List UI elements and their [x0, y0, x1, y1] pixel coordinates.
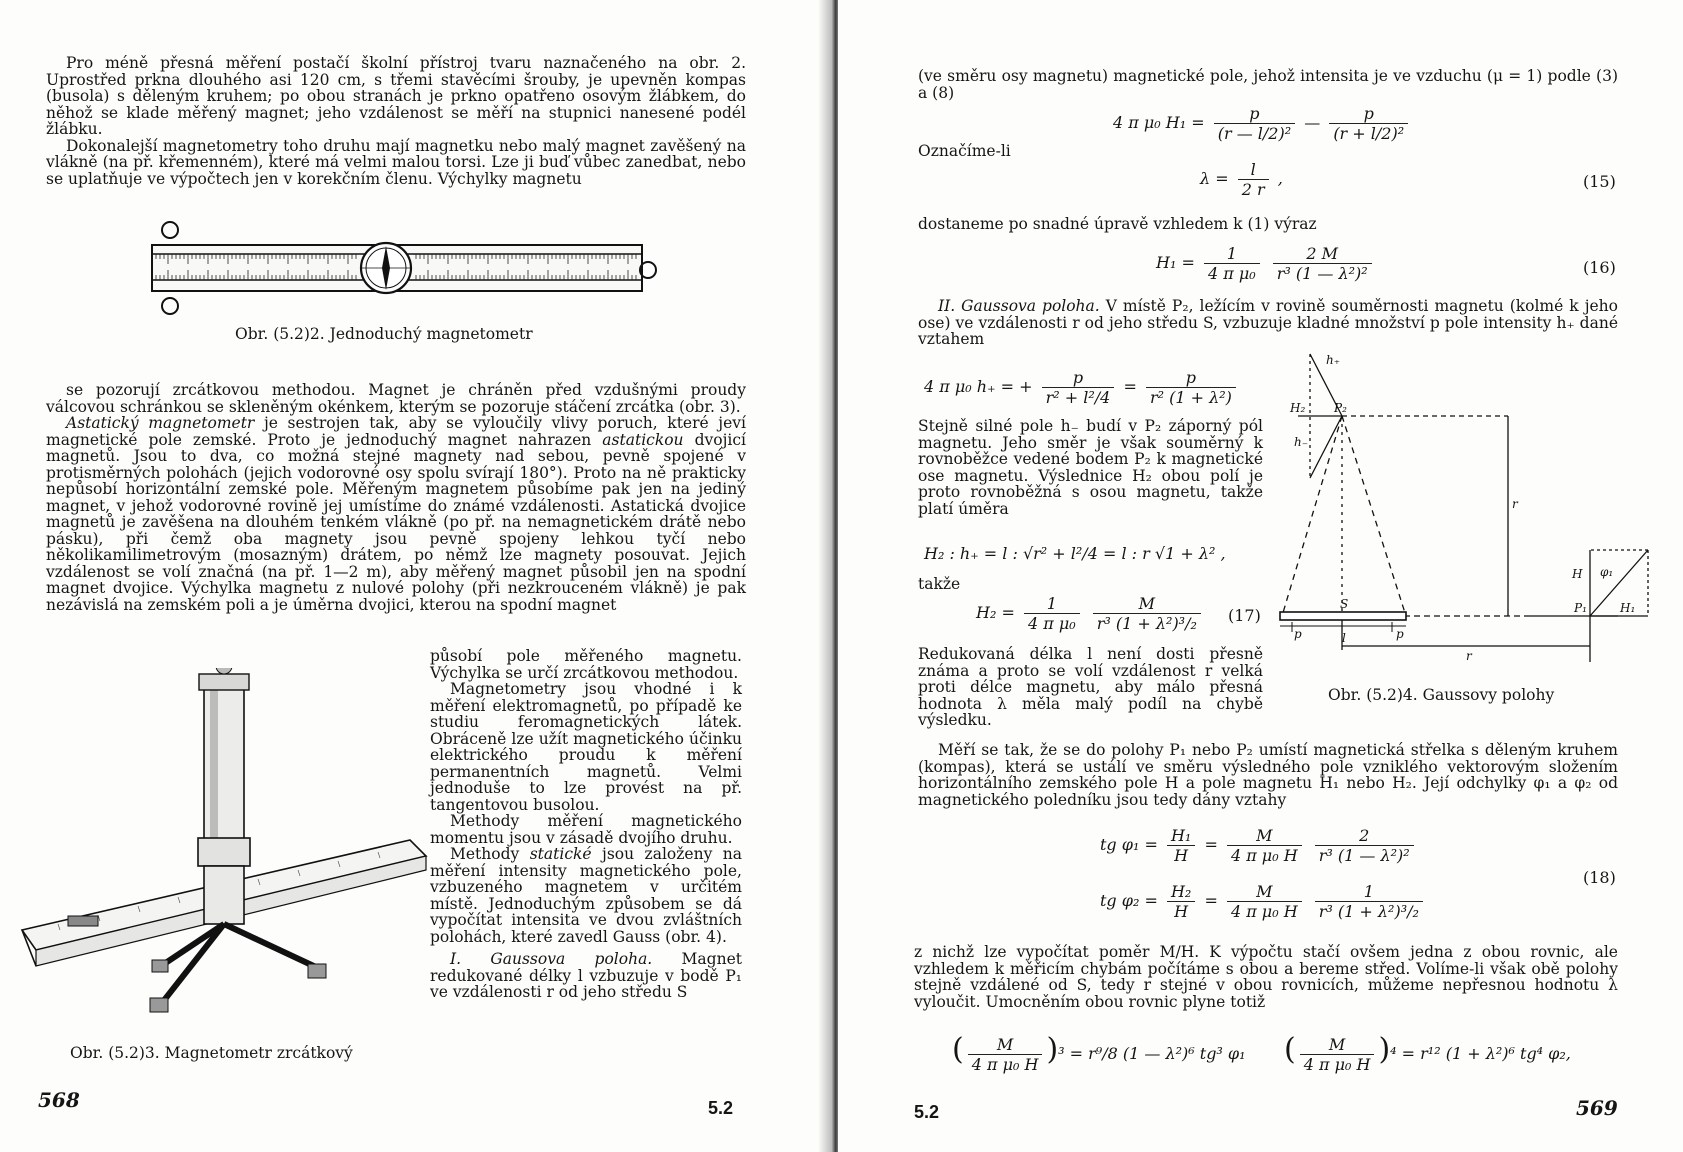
equation-ratio: H₂ : h₊ = l : √r² + l²/4 = l : r √1 + λ² ,: [924, 544, 1226, 563]
equation-power-4: ( $\frac{M}{\text{4 π μ₀ H}}$ )⁴ = r¹² (1 + λ²)⁶ tg⁴ φ₂,: [1284, 1032, 1571, 1074]
equation-field-p1: 4 π μ₀ H₁ = $\frac{p}{\text{(r — l/2)²}}$ — $\frac{p}{\text{(r + l/2)²}}$: [1113, 104, 1412, 143]
svg-text:S: S: [1340, 597, 1349, 611]
left-page: [0, 0, 830, 1152]
svg-text:φ₁: φ₁: [1600, 565, 1614, 579]
svg-text:p: p: [1396, 627, 1404, 641]
figure-3-mirror-magnetometer: [18, 668, 428, 1038]
left-paragraph-1: Pro méně přesná měření postačí školní přístroj tvaru naznačeného na obr. 2. Uprostřed prkna dlouhého asi 120 cm, s třemi stavěcími šrouby, je upevněn kompas (busola) s děleným kruhem; po obou stranách je prkno opatřeno osovým žlábkem, do něhož se klade měřený magnet; jeho vzdálenost se měří na stupnici nanesené podél žlábku. Dokonalejší magnetometry toho druhu mají magnetku nebo malý magnet zavěšený na vlákně (na př. křemenném), které má velmi malou torsi. Lze ji buď vůbec zanedbat, nebo se uplatňuje ve výpočtech jen v korekčním členu. Výchylky magnetu: [46, 54, 746, 188]
redukovana-text: Redukovaná délka l není dosti přesně známa a proto se volí vzdálenost r velká proti délce magnetu, aby málo přesná hodnota λ měla malý podíl na chybě výsledku.: [918, 645, 1263, 729]
figure-4-caption: Obr. (5.2)4. Gaussovy polohy: [1328, 686, 1555, 704]
svg-text:H₁: H₁: [1620, 601, 1636, 615]
equation-17-number: (17): [1228, 606, 1261, 625]
equation-16: H₁ = $\frac{1}{\text{4 π μ₀}}$ $\frac{2 M}{\text{r³ (1 — λ²)²}}$: [1156, 244, 1376, 283]
figure-2-caption: Obr. (5.2)2. Jednoduchý magnetometr: [235, 325, 533, 343]
svg-text:P₁: P₁: [1574, 601, 1587, 615]
equation-18b: tg φ₂ = $\frac{\text{H₂}}{H}$ = $\frac{M}{\text{4 π μ₀ H}}$ $\frac{1}{\text{r³ (1 + λ²)³/₂}}$: [1100, 882, 1427, 921]
equation-15-number: (15): [1583, 172, 1616, 191]
dostaneme-text: dostaneme po snadné úpravě vzhledem k (1) výraz: [918, 215, 1317, 233]
equation-17: H₂ = $\frac{1}{\text{4 π μ₀}}$ $\frac{M}{\text{r³ (1 + λ²)³/₂}}$: [976, 594, 1205, 633]
takze-text: takže: [918, 575, 961, 593]
svg-text:h₋: h₋: [1294, 435, 1309, 449]
equation-power-3: ( $\frac{M}{\text{4 π μ₀ H}}$ )³ = r⁹/8 (1 — λ²)⁶ tg³ φ₁: [952, 1032, 1246, 1074]
svg-text:h₊: h₊: [1326, 353, 1341, 367]
z-nichz-text: z nichž lze vypočítat poměr M/H. K výpočtu stačí ovšem jedna z obou rovnic, ale vzhledem k měřicím chybám počítáme s obou a bereme střed. Volíme-li však obě polohy stejně vzdálené od S, tedy r stejné v obou rovnicích, můžeme nepřesnou hodnotu λ vyloučit. Umocněním obou rovnic plyne totiž: [914, 943, 1618, 1011]
section-number-left: 5.2: [708, 1098, 734, 1118]
figure-2-magnetometer: [148, 220, 668, 324]
right-page: [838, 0, 1683, 1152]
equation-18-number: (18): [1583, 868, 1616, 887]
page-number-right: 569: [1576, 1096, 1618, 1120]
equation-18a: tg φ₁ = $\frac{\text{H₁}}{H}$ = $\frac{M}{\text{4 π μ₀ H}}$ $\frac{2}{\text{r³ (1 — λ²)²}}$: [1100, 826, 1418, 865]
figure-3-caption: Obr. (5.2)3. Magnetometr zrcátkový: [70, 1044, 353, 1062]
oznacime-text: Označíme-li: [918, 142, 1011, 160]
left-paragraph-3: se pozorují zrcátkovou methodou. Magnet je chráněn před vzdušnými proudy válcovou schránkou se skleněným okénkem, kterým se pozoruje stáčení zrcátka (obr. 3). Astatický magnetometr je sestrojen tak, aby se vyloučily vlivy poruch, které jeví magnetické pole zemské. Proto je jednoduchý magnet nahrazen astatickou dvojicí magnetů. Jsou to dva, co možná stejné magnety nad sebou, pevně spojené v protisměrných polohách (jejich vodorovné osy spolu svírají 180°). Proto na ně prakticky nepůsobí horizontální zemské pole. Měřeným magnetem působíme pak jen na jediný magnet, v jehož vodorovné rovině jej umístíme do známé vzdálenosti. Astatická dvojice magnetů je zavěšena na dlouhém tenkém vlákně (po př. na nemagnetickém drátě nebo pásku), při čemž oba magnety jsou pevně spojeny lehkou tyčí nebo několikamilimetrovým (mosazným) drátem, po němž lze magnety posouvat. Jejich vzdálenost se volí značná (na př. 1—2 m), aby měřený magnet působil jen na spodní magnet dvojice. Výchylka magnetu z nulové polohy (při nezkrouceném vlákně) je pak nezávislá na zemském poli a je úměrna dvojici, kterou na spodní magnet: [46, 381, 746, 614]
right-intro: (ve směru osy magnetu) magnetické pole, jehož intensita je ve vzduchu (μ = 1) podle (3) a (8): [918, 67, 1618, 102]
svg-text:P₂: P₂: [1334, 401, 1347, 415]
svg-text:H₂: H₂: [1290, 401, 1306, 415]
svg-text:p: p: [1294, 627, 1302, 641]
equation-16-number: (16): [1583, 258, 1616, 277]
svg-text:r: r: [1466, 649, 1472, 663]
gauss-2-text: II. Gaussova poloha. V místě P₂, ležícím v rovině souměrnosti magnetu (kolmé k jeho ose) ve vzdálenosti r od jeho středu S, vzbuzuje kladné množství p pole intensity h₊ dané vztahem: [918, 297, 1618, 348]
svg-text:r: r: [1512, 497, 1518, 511]
equation-15: λ = $\frac{l}{2 r}$ ,: [1200, 160, 1283, 199]
equation-h-plus: 4 π μ₀ h₊ = + $\frac{p}{\text{r² + l²/4}}$ = $\frac{p}{\text{r² (1 + λ²)}}$: [924, 368, 1240, 407]
figure-4-gauss-positions: [1278, 350, 1658, 680]
term-astatic: Astatický magnetometr: [66, 414, 255, 432]
svg-text:H: H: [1572, 567, 1583, 581]
page-number-left: 568: [38, 1088, 80, 1112]
svg-text:l: l: [1342, 631, 1346, 645]
meri-text: Měří se tak, že se do polohy P₁ nebo P₂ umístí magnetická střelka s děleným kruhem (kompas), která se ustálí ve směru výsledného pole vzniklého vektorovým složením horizontálního zemského pole H a pole magnetu H₁ nebo H₂. Její odchylky φ₁ a φ₂ od magnetického poledníku jsou tedy dány vztahy: [918, 741, 1618, 809]
stejne-text: Stejně silné pole h₋ budí v P₂ záporný pól magnetu. Jeho směr je však souměrný k rovnoběžce vedené bodem P₂ k magnetické ose magnetu. Výslednice H₂ obou polí je proto rovnoběžná s osou magnetu, takže platí úměra: [918, 417, 1263, 518]
left-column-text: působí pole měřeného magnetu. Výchylka se určí zrcátkovou methodou. Magnetometry jsou vhodné i k měření elektromagnetů, po případě ke studiu feromagnetických látek. Obráceně lze užít magnetického účinku elektrického proudu k měření permanentních magnetů. Velmi jednoduše to lze provést na př. tangentovou busolou. Methody měření magnetického momentu jsou v zásadě dvojího druhu. Methody statické jsou založeny na měření intensity magnetického pole, vzbuzeného magnetem v určitém místě. Jednoduchým způsobem se dá vypočítat intensita ve dvou zvláštních polohách, které zavedl Gauss (obr. 4). I. Gaussova poloha. Magnet redukované délky l vzbuzuje v bodě P₁ ve vzdálenosti r od jeho středu S: [430, 647, 742, 1001]
section-number-right: 5.2: [914, 1102, 940, 1122]
